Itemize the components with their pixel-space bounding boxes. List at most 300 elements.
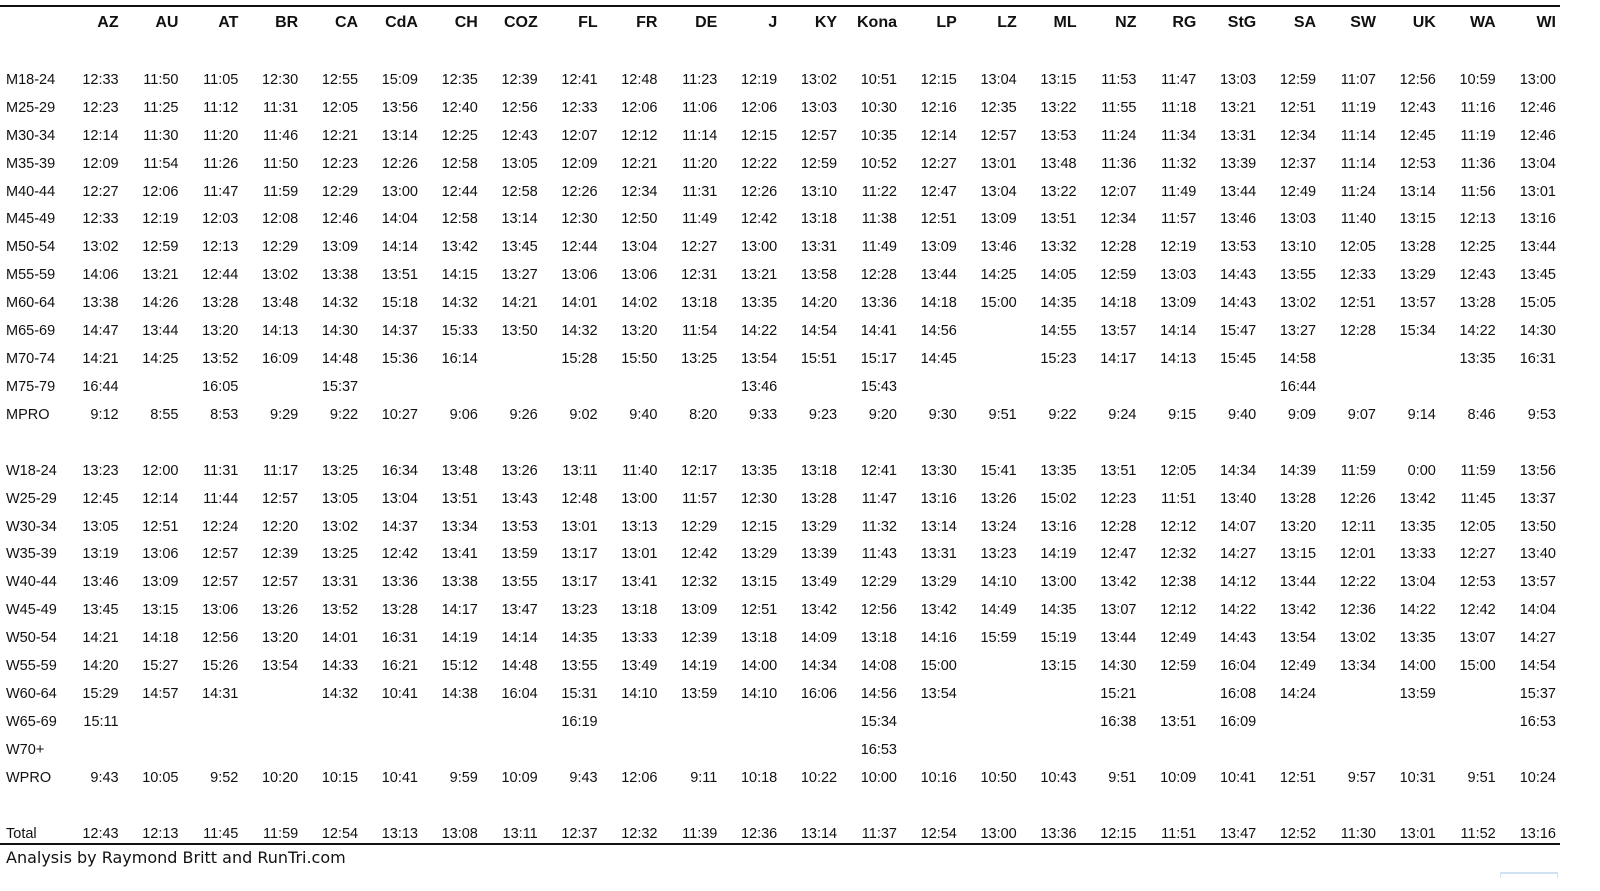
time-cell: 12:21 [621,155,658,172]
time-cell: 13:06 [621,267,658,284]
time-cell: 13:18 [681,295,718,312]
women-row [0,596,1560,624]
time-cell: 9:51 [1467,769,1496,786]
time-cell: 10:16 [920,769,957,786]
time-cell: 13:51 [1100,462,1137,479]
time-cell: 13:31 [800,239,838,256]
column-header: WI [1536,14,1556,31]
time-cell: 13:10 [1279,239,1317,256]
row-label: M55-59 [6,267,56,284]
time-cell: 10:09 [501,769,538,786]
women-row [0,485,1560,513]
time-cell: 12:05 [1459,518,1496,535]
time-cell: 15:37 [321,378,359,395]
time-cell: 13:13 [621,518,658,535]
time-cell: 11:26 [203,155,239,172]
time-cell: 14:33 [321,658,359,675]
time-cell [123,708,183,736]
time-cell: 13:29 [920,574,957,591]
time-cell: 13:48 [1040,155,1077,172]
time-cell: 14:07 [1219,518,1257,535]
time-cell: 15:33 [441,323,478,340]
time-cell [242,708,302,736]
time-cell: 12:23 [321,155,359,172]
time-cell: 11:45 [1460,490,1496,507]
time-cell: 13:04 [1519,155,1556,172]
time-cell: 14:00 [740,658,778,675]
time-cell: 9:59 [449,769,478,786]
time-cell: 13:27 [501,267,538,284]
time-cell: 12:25 [441,127,478,144]
time-cell: 11:20 [682,155,718,172]
time-cell: 13:00 [1519,71,1556,88]
time-cell: 13:55 [561,658,598,675]
time-cell: 12:58 [441,211,478,228]
time-cell [602,373,662,401]
time-cell: 14:18 [920,295,957,312]
time-cell: 12:27 [1459,546,1496,563]
time-cell: 12:47 [1100,546,1137,563]
row-label: M65-69 [6,323,56,340]
row-label: M60-64 [6,295,56,312]
time-cell: 14:17 [441,602,478,619]
time-cell: 13:14 [381,127,418,144]
time-cell: 13:49 [621,658,658,675]
time-cell: 11:31 [203,462,239,479]
time-cell: 12:55 [321,71,359,88]
time-cell: 10:41 [381,685,418,702]
row-label: W35-39 [6,546,57,563]
time-cell: 12:05 [1160,462,1197,479]
time-cell [781,708,841,736]
time-cell: 12:44 [441,183,478,200]
time-cell: 14:15 [441,267,478,284]
time-cell: 14:09 [800,630,838,647]
time-cell: 12:42 [381,546,418,563]
time-cell: 11:51 [1161,825,1197,842]
credit-footer: Analysis by Raymond Britt and RunTri.com [6,848,346,867]
column-header: CH [454,14,478,31]
time-cell: 13:24 [980,518,1017,535]
time-cell [182,736,242,764]
time-cell: 14:19 [1040,546,1077,563]
time-cell: 12:13 [202,239,239,256]
time-cell: 12:42 [1459,602,1496,619]
time-cell [482,373,542,401]
time-cell: 12:56 [202,630,239,647]
column-header: J [768,14,778,31]
time-cell: 14:22 [740,323,778,340]
column-header: RG [1172,14,1197,31]
time-cell: 13:46 [740,378,778,395]
men-row [0,206,1560,234]
time-cell: 13:20 [1279,518,1317,535]
time-cell: 11:36 [1460,155,1496,172]
time-cell: 11:59 [1460,462,1496,479]
time-cell: 11:30 [1340,825,1376,842]
time-cell: 13:28 [1279,490,1317,507]
time-cell: 11:16 [1460,99,1496,116]
time-cell: 14:10 [621,685,658,702]
time-cell: 14:49 [980,602,1017,619]
time-cell [661,373,721,401]
time-cell: 12:38 [1160,574,1197,591]
time-cell: 12:33 [1339,267,1376,284]
time-cell [1440,736,1500,764]
time-cell: 11:52 [1460,825,1496,842]
time-cell: 13:45 [1519,267,1556,284]
time-cell: 14:10 [980,574,1017,591]
time-cell: 12:13 [142,825,179,842]
time-cell: 13:35 [740,462,778,479]
time-cell: 14:35 [1040,295,1077,312]
time-cell: 15:19 [1040,630,1077,647]
time-cell: 11:31 [263,99,299,116]
time-cell: 9:52 [210,769,239,786]
time-cell: 15:51 [800,351,838,368]
time-cell: 13:15 [1279,546,1317,563]
row-label: W25-29 [6,490,57,507]
column-header: UK [1412,14,1436,31]
column-header: StG [1227,14,1257,31]
time-cell [482,708,542,736]
time-cell: 9:20 [868,406,897,423]
time-cell: 12:17 [681,462,718,479]
time-cell: 11:36 [1101,155,1137,172]
time-cell: 12:13 [1459,211,1496,228]
time-cell: 13:16 [920,490,957,507]
time-cell: 13:39 [800,546,838,563]
time-cell: 13:46 [980,239,1017,256]
time-cell: 11:44 [203,490,239,507]
time-cell: 12:07 [561,127,598,144]
time-cell: 13:52 [321,602,359,619]
time-cell: 12:57 [261,490,299,507]
time-cell: 13:02 [1339,630,1376,647]
time-cell [422,373,482,401]
time-cell: 13:09 [920,239,957,256]
row-label: W50-54 [6,630,57,647]
time-cell: 10:24 [1519,769,1556,786]
time-cell: 14:54 [1519,658,1556,675]
time-cell: 12:49 [1279,658,1317,675]
time-cell: 12:59 [1279,71,1317,88]
column-header: BR [275,14,299,31]
row-label: Total [6,825,37,842]
time-cell: 13:19 [82,546,119,563]
time-cell: 12:56 [501,99,538,116]
time-cell [242,680,302,708]
time-cell: 13:18 [800,211,838,228]
time-cell [602,736,662,764]
time-cell: 14:48 [321,351,359,368]
men-row [0,261,1560,289]
time-cell: 13:35 [1399,630,1436,647]
time-cell: 13:50 [1519,518,1556,535]
time-cell: 10:27 [381,406,418,423]
time-cell: 9:51 [1108,769,1137,786]
time-cell: 13:01 [561,518,598,535]
time-cell: 10:50 [980,769,1017,786]
time-cell: 13:04 [381,490,418,507]
time-cell: 13:05 [321,490,359,507]
row-label: W65-69 [6,713,57,730]
time-cell: 13:35 [1459,351,1496,368]
time-cell: 14:30 [321,323,359,340]
time-cell: 12:36 [1339,602,1376,619]
time-cell: 14:20 [800,295,838,312]
time-cell: 14:57 [142,685,179,702]
time-cell: 13:29 [740,546,778,563]
time-cell: 12:14 [142,490,179,507]
time-cell: 13:02 [800,71,838,88]
time-cell: 9:26 [509,406,538,423]
time-cell: 15:45 [1219,351,1257,368]
column-header: LP [936,14,957,31]
time-cell: 14:37 [381,518,418,535]
time-cell: 13:13 [381,825,418,842]
time-cell: 13:10 [800,183,838,200]
time-cell: 12:22 [740,155,778,172]
time-cell: 14:05 [1040,267,1077,284]
time-cell: 12:21 [321,127,359,144]
time-cell [1440,708,1500,736]
scroll-widget[interactable] [1500,872,1558,878]
time-cell: 9:07 [1347,406,1376,423]
time-cell: 11:45 [203,825,239,842]
time-cell: 10:59 [1459,71,1496,88]
men-row [0,178,1560,206]
time-cell: 12:59 [800,155,838,172]
time-cell: 13:20 [621,323,658,340]
time-cell: 10:18 [740,769,778,786]
time-cell [961,317,1021,345]
time-cell [1260,736,1320,764]
time-cell: 13:07 [1100,602,1137,619]
time-cell: 13:26 [980,490,1017,507]
time-cell: 13:15 [1399,211,1436,228]
men-row [0,66,1560,94]
time-cell [901,708,961,736]
time-cell [661,736,721,764]
time-cell: 15:59 [980,630,1017,647]
time-cell: 13:35 [1040,462,1077,479]
time-cell: 13:48 [441,462,478,479]
time-cell: 13:01 [1399,825,1436,842]
time-cell: 11:40 [1340,211,1376,228]
time-cell: 13:42 [441,239,478,256]
time-cell: 13:02 [261,267,299,284]
time-cell: 13:15 [1040,71,1077,88]
time-cell: 13:16 [1519,825,1556,842]
time-cell: 12:15 [1100,825,1137,842]
time-cell: 15:31 [561,685,598,702]
time-cell: 13:18 [740,630,778,647]
time-cell: 14:21 [82,630,119,647]
time-cell [1320,736,1380,764]
time-cell: 12:29 [681,518,718,535]
time-cell: 13:54 [261,658,299,675]
time-cell: 13:18 [800,462,838,479]
row-label: M18-24 [6,71,56,88]
time-cell: 15:36 [381,351,418,368]
time-cell: 11:12 [203,99,239,116]
time-cell: 14:32 [441,295,478,312]
time-cell [542,373,602,401]
time-cell: 13:38 [441,574,478,591]
time-cell: 12:46 [1519,99,1556,116]
time-cell: 12:44 [202,267,239,284]
time-cell: 11:39 [682,825,718,842]
time-cell: 12:56 [860,602,897,619]
women-row [0,624,1560,652]
time-cell [661,708,721,736]
time-cell: 12:45 [82,490,119,507]
time-cell: 13:31 [920,546,957,563]
time-cell [302,708,362,736]
blank-cell [0,38,1560,66]
time-cell [123,373,183,401]
time-cell: 13:56 [381,99,418,116]
time-cell [961,345,1021,373]
time-cell: 13:03 [1219,71,1257,88]
time-cell: 13:38 [321,267,359,284]
time-cell: 13:04 [980,183,1017,200]
time-cell: 16:31 [1519,351,1556,368]
time-cell [1320,373,1380,401]
time-cell: 9:57 [1347,769,1376,786]
time-cell: 14:21 [82,351,119,368]
time-cell: 9:06 [449,406,478,423]
men-row [0,345,1560,373]
time-cell: 16:31 [381,630,418,647]
time-cell: 15:37 [1519,685,1556,702]
time-cell [721,736,781,764]
time-cell: 12:50 [621,211,658,228]
time-cell [1500,373,1560,401]
time-cell: 12:33 [82,71,119,88]
time-cell: 11:50 [263,155,299,172]
time-cell: 14:41 [860,323,897,340]
time-cell [1200,373,1260,401]
time-cell: 13:42 [1399,490,1436,507]
time-cell: 14:20 [82,658,119,675]
time-cell: 14:14 [1160,323,1197,340]
time-cell: 13:03 [800,99,838,116]
men-row [0,150,1560,178]
time-cell: 14:08 [860,658,897,675]
time-cell: 11:30 [143,127,179,144]
time-cell: 12:42 [740,211,778,228]
time-cell: 14:13 [1160,351,1197,368]
time-cell: 13:34 [441,518,478,535]
time-cell: 15:50 [621,351,658,368]
time-cell: 14:34 [1219,462,1257,479]
men-row [0,122,1560,150]
row-label: M30-34 [6,127,56,144]
time-cell: 12:26 [561,183,598,200]
time-cell: 14:18 [1100,295,1137,312]
time-cell: 13:37 [1519,490,1556,507]
time-cell: 12:12 [621,127,658,144]
time-cell: 12:39 [501,71,538,88]
time-cell: 9:33 [749,406,778,423]
time-cell: 12:48 [621,71,658,88]
time-cell: 14:25 [980,267,1017,284]
time-cell: 13:01 [1519,183,1556,200]
time-cell [542,736,602,764]
time-cell: 9:22 [329,406,359,423]
time-cell: 13:20 [261,630,299,647]
time-cell: 15:12 [441,658,478,675]
time-cell: 13:04 [1399,574,1436,591]
time-cell: 13:45 [501,239,538,256]
time-cell: 12:32 [621,825,658,842]
time-cell: 13:33 [621,630,658,647]
time-cell: 11:23 [682,71,718,88]
time-cell: 13:39 [1219,155,1257,172]
time-cell: 12:34 [1279,127,1317,144]
time-cell: 15:17 [860,351,897,368]
time-cell: 11:59 [263,183,299,200]
time-cell: 13:09 [321,239,359,256]
time-cell: 14:48 [501,658,538,675]
time-cell: 13:25 [321,546,359,563]
time-cell: 12:33 [561,99,598,116]
column-header: LZ [997,14,1017,31]
time-cell: 14:04 [381,211,418,228]
time-cell: 9:09 [1287,406,1317,423]
time-cell: 14:39 [1279,462,1317,479]
time-cell: 12:46 [321,211,359,228]
time-cell: 13:33 [1399,546,1436,563]
time-cell [1021,373,1081,401]
time-cell: 12:36 [740,825,778,842]
row-label: MPRO [6,406,50,423]
time-cell: 13:57 [1519,574,1556,591]
time-cell: 13:59 [681,685,718,702]
time-cell: 14:32 [321,685,359,702]
time-cell: 13:35 [1399,518,1436,535]
time-cell: 10:41 [381,769,418,786]
row-label: WPRO [6,769,52,786]
time-cell: 14:02 [621,295,658,312]
time-cell: 12:00 [142,462,179,479]
time-cell: 12:08 [261,211,299,228]
time-cell: 15:00 [980,295,1017,312]
time-cell [482,345,542,373]
spacer-row [0,792,1560,820]
time-cell: 13:42 [920,602,957,619]
time-cell: 13:14 [501,211,538,228]
time-cell: 12:23 [1100,490,1137,507]
time-cell: 13:21 [740,267,778,284]
time-cell: 12:07 [1100,183,1137,200]
time-cell: 10:00 [860,769,897,786]
time-cell: 12:05 [321,99,359,116]
time-cell: 14:22 [1219,602,1257,619]
time-cell: 12:37 [561,825,598,842]
time-cell: 13:36 [860,295,897,312]
time-cell [1260,708,1320,736]
time-cell: 12:28 [860,267,897,284]
spacer-row [0,38,1560,66]
time-cell: 13:54 [920,685,957,702]
time-cell: 12:35 [980,99,1017,116]
time-cell: 12:49 [1279,183,1317,200]
time-cell: 14:34 [800,658,838,675]
time-cell: 13:56 [1519,462,1556,479]
